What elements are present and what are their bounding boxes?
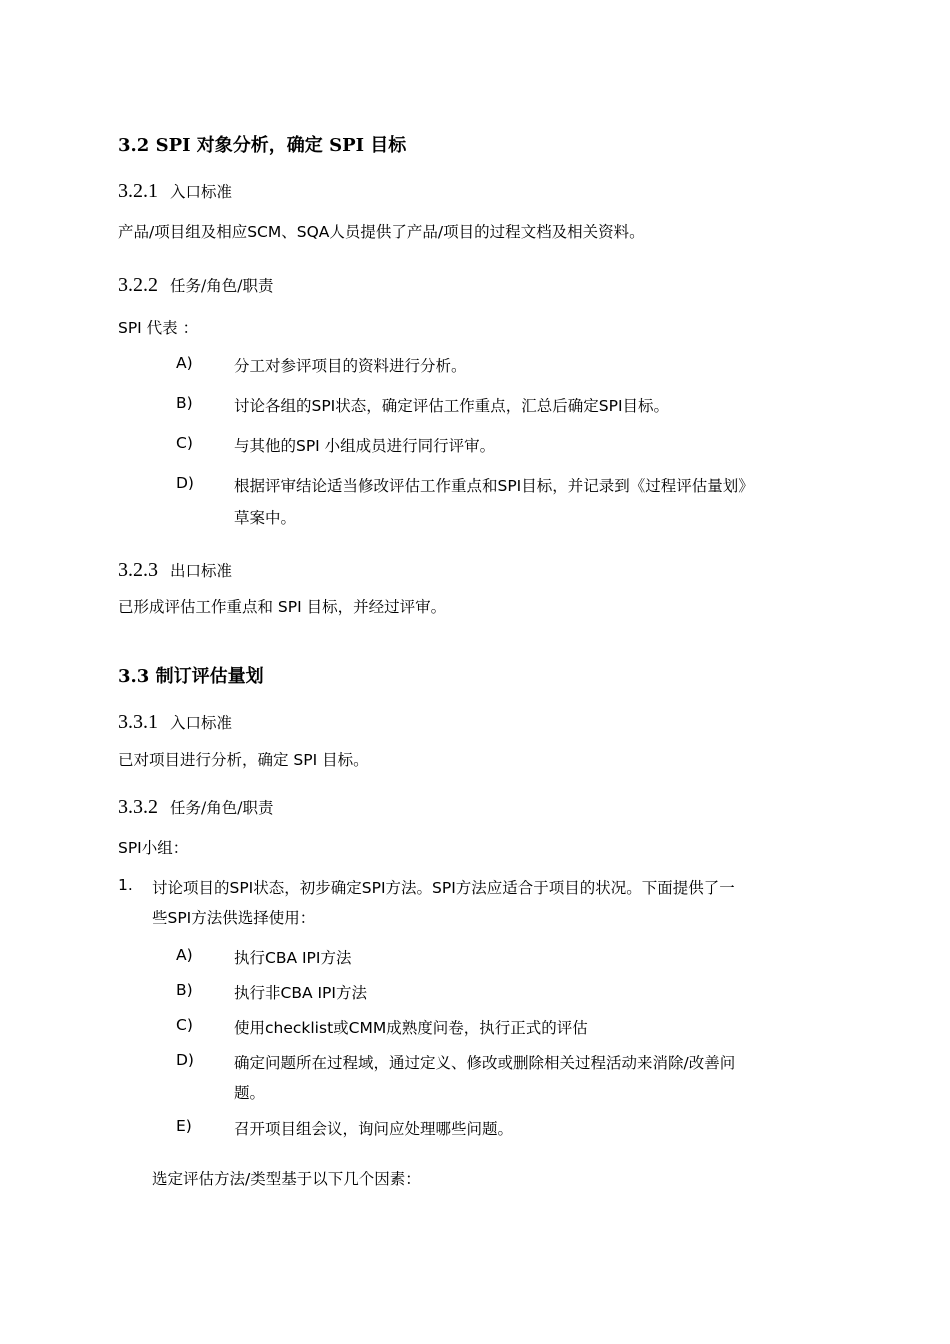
list-item-text: 根据评审结论适当修改评估工作重点和SPI目标，并记录到《过程评估量划》 xyxy=(234,477,754,495)
list-item-label: D) xyxy=(176,474,194,492)
list-item-text: 与其他的SPI 小组成员进行同行评审。 xyxy=(234,437,496,455)
list-item-label: B) xyxy=(176,394,193,412)
subsection-number: 3.3.2 xyxy=(118,796,158,818)
numbered-item-text: 讨论项目的SPI状态，初步确定SPI方法。SPI方法应适合于项目的状况。下面提供了一 xyxy=(152,879,735,897)
subsection-title: 任务/角色/职责 xyxy=(170,799,274,817)
subsection-title: 入口标准 xyxy=(170,714,233,732)
list-item-text: 确定问题所在过程域，通过定义、修改或删除相关过程活动来消除/改善问 xyxy=(234,1054,736,1072)
role-label: SPI小组： xyxy=(118,839,189,857)
list-item-text: 执行非CBA IPI方法 xyxy=(234,984,367,1002)
subsection-heading-3-2-3 xyxy=(118,559,232,582)
list-item-text: 使用checklist或CMM成熟度问卷，执行正式的评估 xyxy=(234,1019,588,1037)
subsection-heading-3-2-2 xyxy=(118,274,273,297)
entry-criteria-text: 产品/项目组及相应SCM、SQA人员提供了产品/项目的过程文档及相关资料。 xyxy=(118,223,645,241)
list-item-label: C) xyxy=(176,1016,193,1034)
subsection-title: 入口标准 xyxy=(170,183,233,201)
list-item-text: 分工对参评项目的资料进行分析。 xyxy=(234,357,467,375)
section-heading-3-3: 3.3 制订评估量划 xyxy=(118,666,264,687)
subsection-number: 3.2.3 xyxy=(118,559,158,581)
subsection-number: 3.2.1 xyxy=(118,180,158,202)
list-item-label: D) xyxy=(176,1051,194,1069)
selection-factors-intro: 选定评估方法/类型基于以下几个因素： xyxy=(152,1170,421,1188)
list-item-text-continued: 草案中。 xyxy=(234,509,297,527)
numbered-item-label: 1. xyxy=(118,876,133,894)
numbered-item-text-continued: 些SPI方法供选择使用： xyxy=(152,909,316,927)
list-item-text-continued: 题。 xyxy=(234,1084,266,1102)
subsection-heading-3-3-2 xyxy=(118,796,273,819)
subsection-title: 出口标准 xyxy=(170,562,233,580)
subsection-heading-3-2-1 xyxy=(118,180,232,203)
list-item-label: B) xyxy=(176,981,193,999)
section-heading-3-2: 3.2 SPI 对象分析，确定 SPI 目标 xyxy=(118,135,407,156)
entry-criteria-text: 已对项目进行分析，确定 SPI 目标。 xyxy=(118,751,369,769)
subsection-heading-3-3-1 xyxy=(118,711,232,734)
list-item-label: A) xyxy=(176,946,193,964)
subsection-number: 3.3.1 xyxy=(118,711,158,733)
role-label: SPI 代表 ： xyxy=(118,319,199,337)
list-item-text: 讨论各组的SPI状态，确定评估工作重点，汇总后确定SPI目标。 xyxy=(234,397,670,415)
list-item-label: E) xyxy=(176,1117,192,1135)
list-item-label: C) xyxy=(176,434,193,452)
list-item-text: 召开项目组会议，询问应处理哪些问题。 xyxy=(234,1120,514,1138)
list-item-text: 执行CBA IPI方法 xyxy=(234,949,352,967)
exit-criteria-text: 已形成评估工作重点和 SPI 目标，并经过评审。 xyxy=(118,598,447,616)
list-item-label: A) xyxy=(176,354,193,372)
subsection-title: 任务/角色/职责 xyxy=(170,277,274,295)
subsection-number: 3.2.2 xyxy=(118,274,158,296)
